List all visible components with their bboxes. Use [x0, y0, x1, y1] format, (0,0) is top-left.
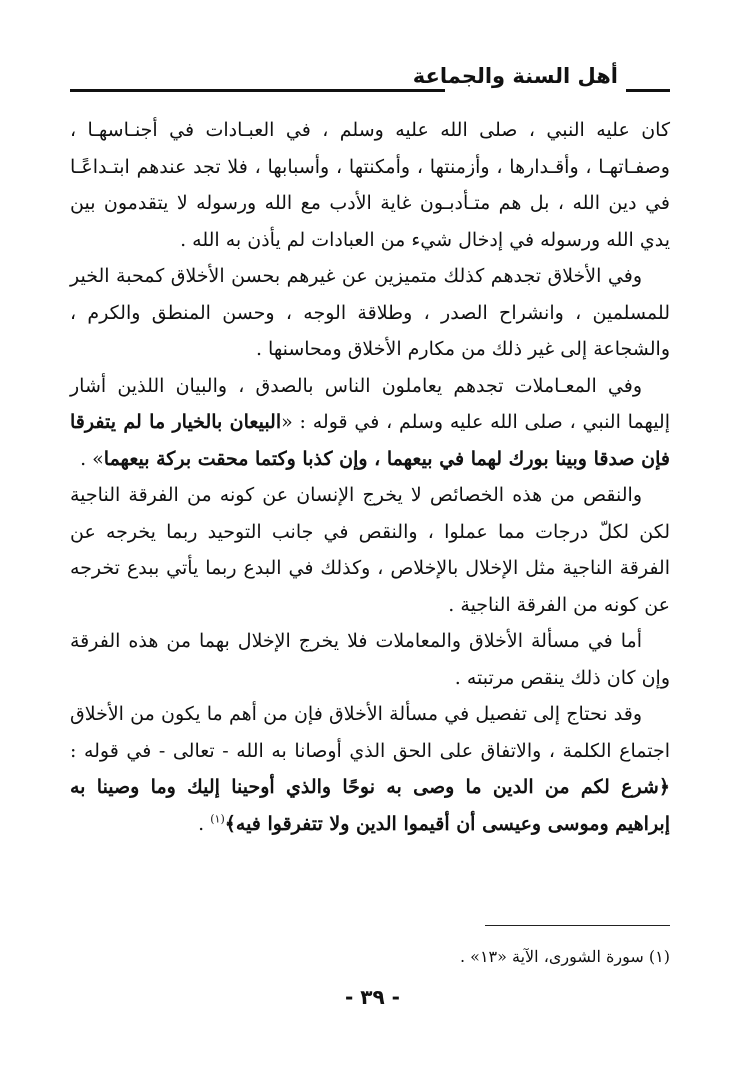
- body-text: [70, 112, 670, 842]
- paragraph-text: وفي الأخلاق تجدهم كذلك متميزين عن غيرهم بحسن الأخلاق كمحبة الخير للمسلمين ، وانشراح الصدر ، وطلاقة الوجه ، وحسن المنطق والكرم ، والشجاعة إلى غير ذلك من مكارم الأخلاق ومحاسنها .: [70, 265, 670, 360]
- footnote: (١) سورة الشورى، الآية «١٣» .: [459, 947, 670, 966]
- quoted-text: ﴿شرع لكم من الدين ما وصى به نوحًا والذي أوحينا إليك وما وصينا به إبراهيم وموسى وعيسى أن أقيموا الدين ولا تتفرقوا فيه﴾: [70, 776, 670, 835]
- paragraph-text: وقد نحتاج إلى تفصيل في مسألة الأخلاق فإن من أهم ما يكون من الأخلاق اجتماع الكلمة ، والاتفاق على الحق الذي أوصانا به الله - تعالى - في قوله :: [70, 703, 670, 762]
- running-header: [70, 62, 670, 102]
- header-rule-long: [70, 89, 445, 92]
- running-header-title: أهل السنة والجماعة: [412, 64, 618, 88]
- paragraph: [70, 623, 670, 696]
- paragraph-text: والنقص من هذه الخصائص لا يخرج الإنسان عن كونه من الفرقة الناجية لكن لكلّ درجات مما عملوا ، والنقص في جانب التوحيد ربما يخرجه عن الفرقة الناجية مثل الإخلال بالإخلاص ، وكذلك في البدع ربما يأتي ببدع تخرجه عن كونه من الفرقة الناجية .: [70, 484, 670, 616]
- paragraph: [70, 696, 670, 842]
- paragraph: [70, 368, 670, 478]
- paragraph-text: » .: [80, 447, 104, 470]
- paragraph-text: وفي المعـاملات تجدهم يعاملون الناس بالصدق ، والبيان اللذين أشار إليهما النبي ، صلى الله عليه وسلم ، في قوله : «: [70, 374, 670, 433]
- paragraph-text: أما في مسألة الأخلاق والمعاملات فلا يخرج الإخلال بهما من هذه الفرقة وإن كان ذلك ينقص مرتبته .: [70, 630, 670, 689]
- header-rule-short: [626, 89, 670, 92]
- paragraph: [70, 112, 670, 258]
- paragraph: [70, 477, 670, 623]
- page-number: - ٣٩ -: [345, 985, 400, 1009]
- paragraph: [70, 258, 670, 368]
- footnote-separator: [485, 925, 670, 926]
- paragraph-text: .: [198, 812, 211, 835]
- footnote-reference: (١): [210, 812, 225, 826]
- paragraph-text: كان عليه النبي ، صلى الله عليه وسلم ، في العبـادات في أجنـاسهـا ، وصفـاتهـا ، وأقـدارها ، وأزمنتها ، وأمكنتها ، وأسبابها ، فلا تجد عندهم ابتـداعًـا في دين الله ، بل هم متـأدبـون غاية الأدب مع الله ورسوله لا يتقدمون بين يدي الله ورسوله في إدخال شيء من العبادات لم يأذن به الله .: [70, 119, 670, 251]
- quoted-text: البيعان بالخيار ما لم يتفرقا فإن صدقا وبينا بورك لهما في بيعهما ، وإن كذبا وكتما محقت بركة بيعهما: [70, 411, 670, 470]
